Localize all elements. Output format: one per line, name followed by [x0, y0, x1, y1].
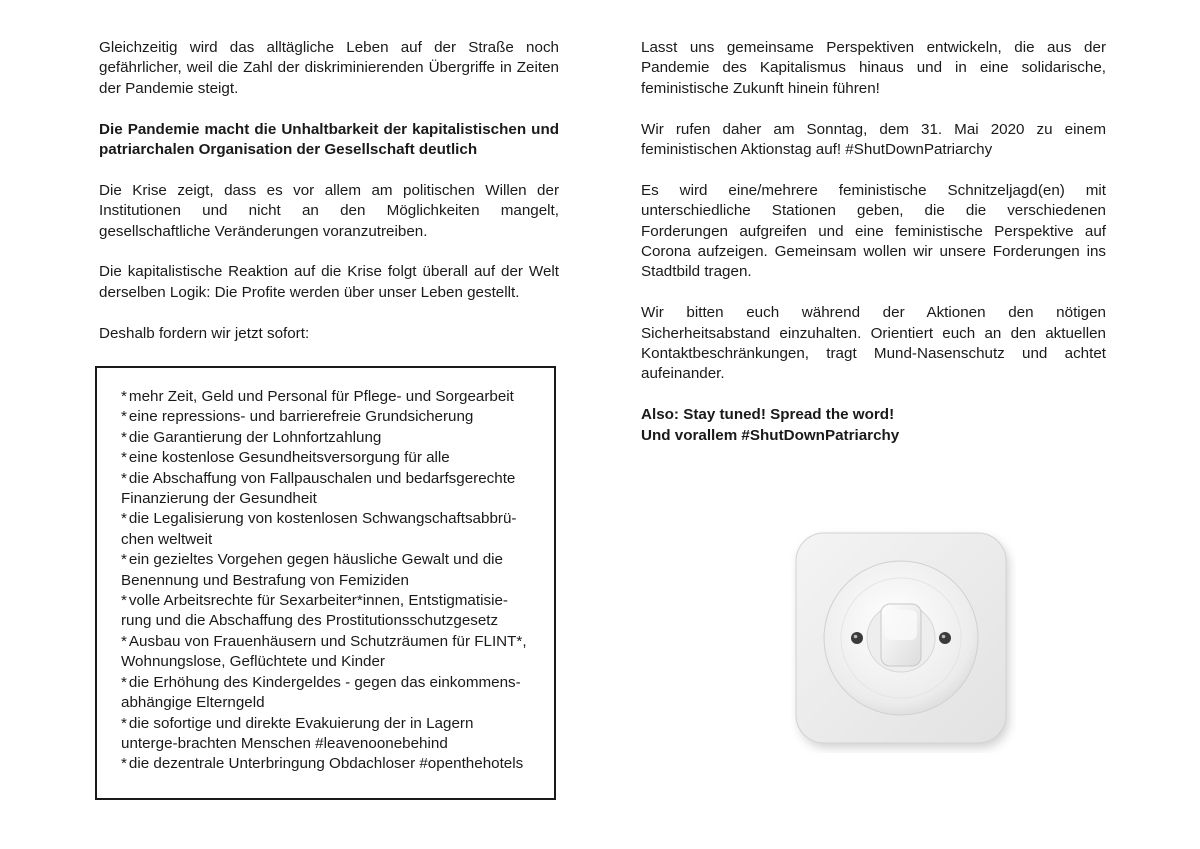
callout-line-2: Und vorallem #ShutDownPatriarchy [641, 426, 900, 444]
section-heading: Die Pandemie macht die Unhaltbarkeit der kapitalistischen und patriarchalen Organisation der Gesellschaft deutlich [99, 120, 559, 159]
light-switch-image [790, 527, 1016, 753]
demand-item [121, 673, 534, 714]
demand-item [121, 428, 534, 448]
demand-item [121, 754, 534, 774]
right-column [641, 38, 1106, 446]
demand-text: volle Arbeitsrechte für Sexarbeiter*innen, Entstigmatisie-rung und die Abschaffung des Prostitutionsschutzgesetz [121, 592, 508, 630]
demand-text: die sofortige und direkte Evakuierung der in Lagern unterge-brachten Menschen #leavenoonebehind [121, 714, 474, 752]
perspectives-paragraph: Lasst uns gemeinsame Perspektiven entwickeln, die aus der Pandemie des Kapitalismus hinaus und in eine solidarische, feministische Zukunft hinein führen! [641, 39, 1106, 97]
bullet-star: * [121, 673, 127, 691]
demands-box [95, 366, 556, 800]
bullet-star: * [121, 510, 127, 528]
capitalist-reaction-paragraph: Die kapitalistische Reaktion auf die Krise folgt überall auf der Welt derselben Logik: Die Profite werden über unser Leben gestellt. [99, 263, 559, 301]
demand-text: die Garantierung der Lohnfortzahlung [128, 428, 382, 446]
bullet-star: * [121, 551, 127, 569]
callout [641, 405, 1106, 446]
left-column [99, 38, 559, 364]
demand-text: die dezentrale Unterbringung Obdachloser #openthehotels [128, 755, 524, 773]
callout-line-1: Also: Stay tuned! Spread the word! [641, 406, 895, 424]
demand-text: die Legalisierung von kostenlosen Schwangschaftsabbrü-chen weltweit [121, 510, 517, 548]
bullet-star: * [121, 469, 127, 487]
demand-item [121, 509, 534, 550]
demand-text: die Abschaffung von Fallpauschalen und bedarfsgerechte Finanzierung der Gesundheit [121, 469, 516, 508]
bullet-star: * [121, 408, 127, 426]
demand-item [121, 407, 534, 427]
demand-item [121, 387, 534, 407]
demand-item [121, 632, 534, 673]
demand-text: eine repressions- und barrierefreie Grundsicherung [128, 408, 474, 426]
demand-item [121, 591, 534, 632]
intro-paragraph: Gleichzeitig wird das alltägliche Leben auf der Straße noch gefährlicher, weil die Zahl der diskriminierenden Übergriffe in Zeiten der Pandemie steigt. [99, 39, 559, 97]
demand-text: Ausbau von Frauenhäusern und Schutzräumen für FLINT*, Wohnungslose, Geflüchtete und Kinder [121, 632, 527, 671]
bullet-star: * [121, 592, 127, 610]
demand-item [121, 714, 534, 755]
light-switch-icon [790, 527, 1016, 753]
demand-item [121, 550, 534, 591]
demand-item [121, 469, 534, 510]
demand-item [121, 448, 534, 468]
demands-lead-in: Deshalb fordern wir jetzt sofort: [99, 324, 310, 342]
bullet-star: * [121, 714, 127, 732]
safety-paragraph: Wir bitten euch während der Aktionen den nötigen Sicherheitsabstand einzuhalten. Orientiert euch an den aktuellen Kontaktbeschränkungen, tragt Mund-Nasenschutz und achtet aufeinander. [641, 304, 1106, 383]
scavenger-hunt-paragraph: Es wird eine/mehrere feministische Schnitzeljagd(en) mit unterschiedliche Stationen geben, die die verschiedenen Forderungen aufgreifen und eine feministische Perspektive auf Corona aufzeigen. Gemeinsam wollen wir unsere Forderungen ins Stadtbild tragen. [641, 181, 1106, 281]
demand-text: ein gezieltes Vorgehen gegen häusliche Gewalt und die Benennung und Bestrafung von Femiziden [121, 551, 503, 589]
bullet-star: * [121, 428, 127, 446]
demands-list [121, 387, 534, 775]
bullet-star: * [121, 388, 127, 405]
crisis-paragraph: Die Krise zeigt, dass es vor allem am politischen Willen der Institutionen und nicht an den Möglichkeiten mangelt, gesellschaftliche Veränderungen voranzutreiben. [99, 181, 559, 240]
bullet-star: * [121, 755, 127, 773]
bullet-star: * [121, 449, 127, 467]
demand-text: eine kostenlose Gesundheitsversorgung für alle [128, 449, 450, 467]
demand-text: mehr Zeit, Geld und Personal für Pflege- und Sorgearbeit [128, 388, 514, 405]
demand-text: die Erhöhung des Kindergeldes - gegen das einkommens-abhängige Elterngeld [121, 673, 521, 712]
action-day-paragraph: Wir rufen daher am Sonntag, dem 31. Mai 2020 zu einem feministischen Aktionstag auf! #ShutDownPatriarchy [641, 120, 1106, 159]
bullet-star: * [121, 632, 127, 650]
